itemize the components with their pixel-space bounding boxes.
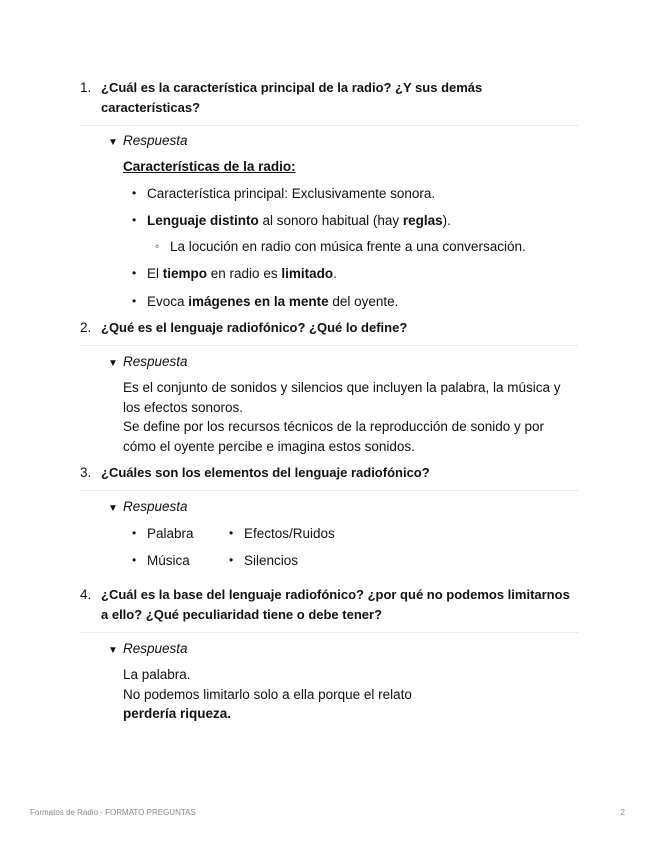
list-item: • El tiempo en radio es limitado. xyxy=(147,264,337,283)
list-item: • Silencios xyxy=(244,551,298,570)
question-number: 1. xyxy=(80,80,92,95)
triangle-down-icon: ▼ xyxy=(108,358,118,369)
answer-line-bold: perdería riqueza. xyxy=(123,706,232,721)
question-number: 2. xyxy=(80,320,92,335)
list-item: • Palabra xyxy=(147,524,194,543)
answer-line: Es el conjunto de sonidos y silencios que incluyen la palabra, la música y xyxy=(123,380,561,395)
question-1 xyxy=(80,78,578,126)
list-item: • Música xyxy=(147,551,190,570)
list-item: • Lenguaje distinto al sonoro habitual (hay reglas). xyxy=(147,211,451,230)
footer-title: Formatos de Radio - FORMATO PREGUNTAS xyxy=(30,808,196,817)
answer-toggle-1[interactable] xyxy=(108,132,188,152)
question-number: 4. xyxy=(80,587,92,602)
toggle-label: Respuesta xyxy=(123,499,188,514)
triangle-down-icon: ▼ xyxy=(108,645,118,656)
answer-toggle-2[interactable] xyxy=(108,353,188,373)
triangle-down-icon: ▼ xyxy=(108,503,118,514)
question-text: ¿Cuál es la característica principal de la radio? ¿Y sus demás características? xyxy=(101,80,483,115)
answer-toggle-4[interactable] xyxy=(108,640,188,660)
page-number: 2 xyxy=(620,808,625,817)
question-3 xyxy=(80,463,578,491)
question-number: 3. xyxy=(80,465,92,480)
toggle-label: Respuesta xyxy=(123,133,188,148)
toggle-label: Respuesta xyxy=(123,354,188,369)
question-text: ¿Cuáles son los elementos del lenguaje radiofónico? xyxy=(101,465,430,480)
question-4 xyxy=(80,585,578,633)
list-item: • Característica principal: Exclusivamente sonora. xyxy=(147,184,435,203)
answer-line: los efectos sonoros. xyxy=(123,400,244,415)
list-item: • Efectos/Ruidos xyxy=(244,524,335,543)
answer-line: La palabra. xyxy=(123,667,191,682)
sub-list-item: ◦ La locución en radio con música frente a una conversación. xyxy=(170,237,526,256)
answer-toggle-3[interactable] xyxy=(108,498,188,518)
toggle-label: Respuesta xyxy=(123,641,188,656)
list-item: • Evoca imágenes en la mente del oyente. xyxy=(147,292,398,311)
question-2 xyxy=(80,318,578,346)
answer-line: Se define por los recursos técnicos de la reproducción de sonido y por xyxy=(123,419,544,434)
answer-line: No podemos limitarlo solo a ella porque el relato xyxy=(123,687,412,702)
question-text: ¿Qué es el lenguaje radiofónico? ¿Qué lo define? xyxy=(101,320,408,335)
answer-line: cómo el oyente percibe e imagina estos sonidos. xyxy=(123,439,415,454)
answer-heading: Características de la radio: xyxy=(123,159,296,174)
question-text: ¿Cuál es la base del lenguaje radiofónico? ¿por qué no podemos limitarnos a ello? ¿Qué peculiaridad tiene o debe tener? xyxy=(101,587,570,622)
triangle-down-icon: ▼ xyxy=(108,137,118,148)
